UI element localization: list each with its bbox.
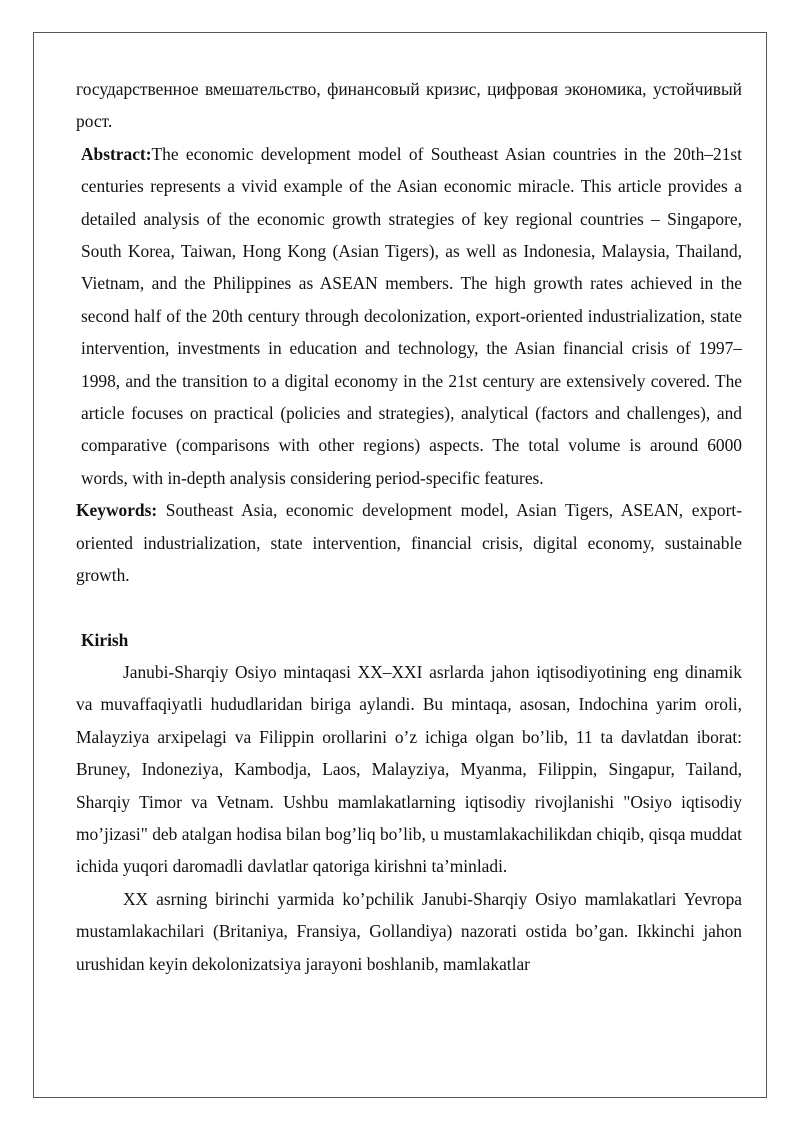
document-body [76, 73, 742, 980]
section-heading: Kirish [81, 629, 129, 650]
abstract-label: Abstract: [81, 143, 152, 164]
keywords-text: Southeast Asia, economic development model, Asian Tigers, ASEAN, export-oriented industrialization, state intervention, financial crisis, digital economy, sustainable growth. [76, 500, 742, 586]
keywords-label: Keywords: [76, 500, 158, 521]
body-paragraph: XX asrning birinchi yarmida ko’pchilik Janubi-Sharqiy Osiyo mamlakatlari Yevropa mustamlakachilari (Britaniya, Fransiya, Gollandiya) nazorati ostida bo’gan. Ikkinchi jahon urushidan keyin dekolonizatsiya jarayoni boshlanib, mamlakatlar [76, 888, 742, 974]
spacer [76, 592, 742, 624]
body-paragraph: Janubi-Sharqiy Osiyo mintaqasi XX–XXI asrlarda jahon iqtisodiyotining eng dinamik va muvaffaqiyatli hududlaridan biriga aylandi. Bu mintaqa, asosan, Indochina yarim oroli, Malayziya arxipelagi va Filippin orollarini o’z ichiga olgan bo’lib, 11 ta davlatdan iborat: Bruney, Indoneziya, Kambodja, Laos, Malayziya, Myanma, Filippin, Singapur, Tailand, Sharqiy Timor va Vetnam. Ushbu mamlakatlarning iqtisodiy rivojlanishi "Osiyo iqtisodiy mo’jizasi" deb atalgan hodisa bilan bog’liq bo’lib, u mustamlakachilikdan chiqib, qisqa muddat ichida yuqori daromadli davlatlar qatoriga kirishni ta’minladi. [76, 661, 742, 877]
abstract-paragraph [76, 138, 742, 494]
abstract-text: The economic development model of Southeast Asian countries in the 20th–21st centuries represents a vivid example of the Asian economic miracle. This article provides a detailed analysis of the economic growth strategies of key regional countries – Singapore, South Korea, Taiwan, Hong Kong (Asian Tigers), as well as Indonesia, Malaysia, Thailand, Vietnam, and the Philippines as ASEAN members. The high growth rates achieved in the second half of the 20th century through decolonization, export-oriented industrialization, state intervention, investments in education and technology, the Asian financial crisis of 1997–1998, and the transition to a digital economy in the 21st century are extensively covered. The article focuses on practical (policies and strategies), analytical (factors and challenges), and comparative (comparisons with other regions) aspects. The total volume is around 6000 words, with in-depth analysis considering period-specific features. [81, 143, 742, 488]
keywords-ru-tail: государственное вмешательство, финансовый кризис, цифровая экономика, устойчивый рост. [76, 79, 742, 132]
keywords-paragraph [76, 494, 742, 591]
